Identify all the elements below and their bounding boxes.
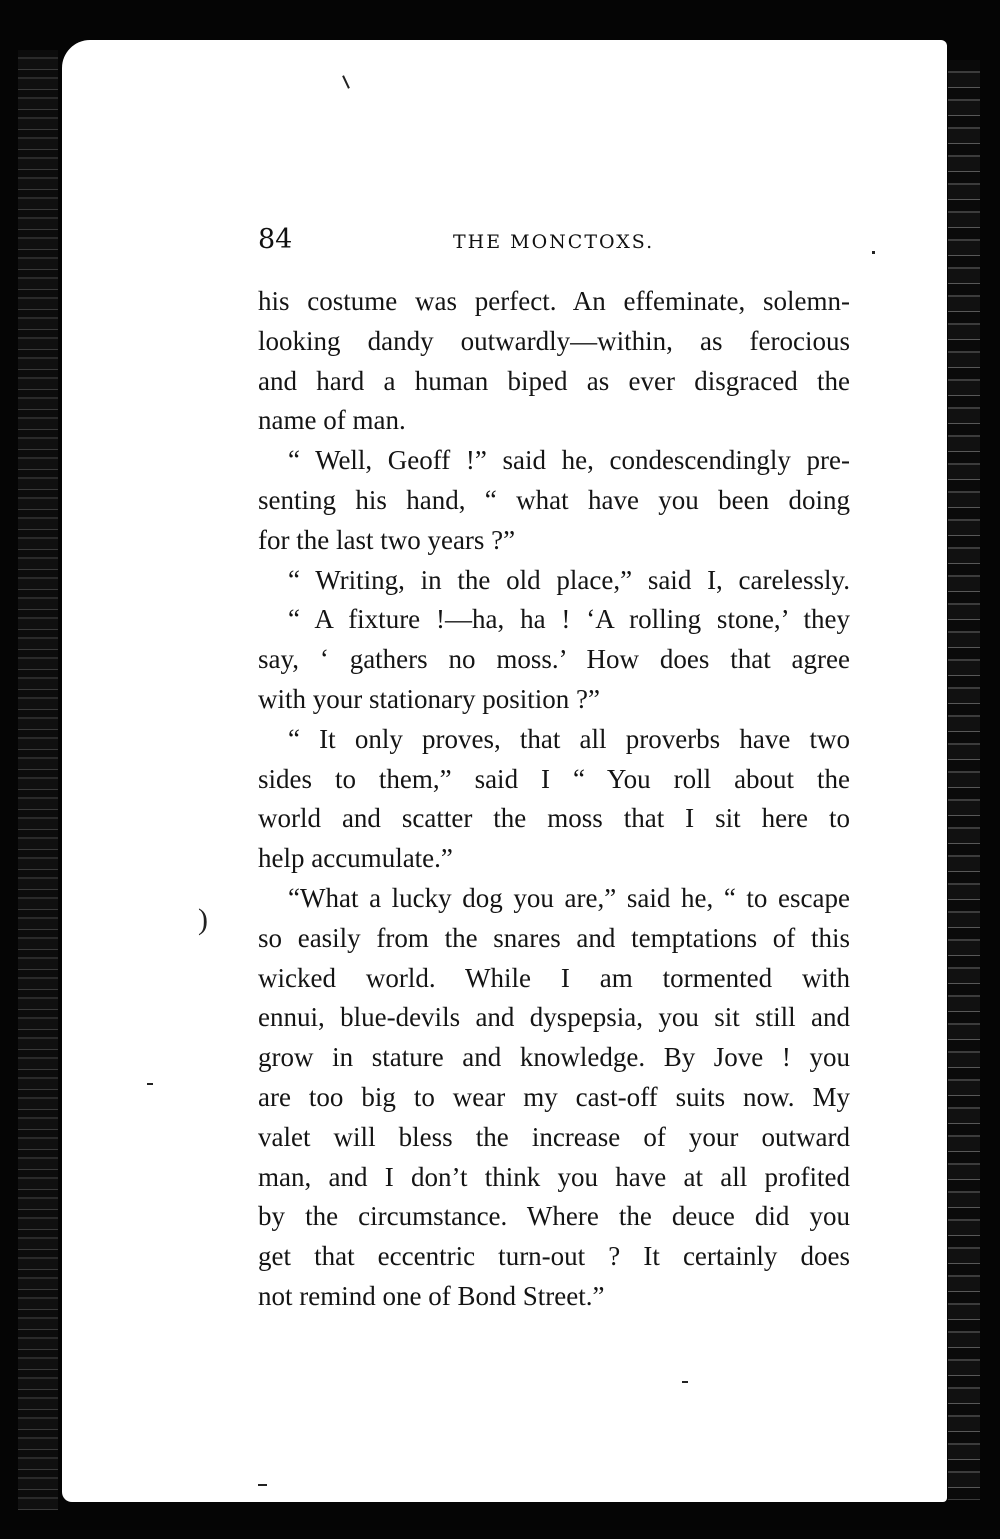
text-line: not remind one of Bond Street.” <box>258 1280 605 1311</box>
text-line: so easily from the snares and temptations of this <box>258 922 850 953</box>
text-line: “ Writing, in the old place,” said I, carelessly. <box>288 564 850 595</box>
text-line: valet will bless the increase of your outward <box>258 1121 850 1152</box>
text-line: help accumulate.” <box>258 843 453 874</box>
book-edge-left <box>18 50 58 1510</box>
margin-mark: ) <box>198 903 208 936</box>
text-line: ennui, blue-devils and dyspepsia, you sit still and <box>258 1002 850 1033</box>
running-title: THE MONCTOXS. <box>453 231 655 253</box>
body-text <box>258 282 850 1317</box>
text-line: get that eccentric turn-out ? It certainly does <box>258 1241 850 1272</box>
scan-speck <box>147 1083 153 1085</box>
text-line: sides to them,” said I “ You roll about the <box>258 763 850 794</box>
scan-speck <box>682 1381 688 1383</box>
text-line: say, ‘ gathers no moss.’ How does that agree <box>258 644 850 675</box>
text-line: and hard a human biped as ever disgraced the <box>258 365 850 396</box>
text-line: grow in stature and knowledge. By Jove ! you <box>258 1042 850 1073</box>
page-number: 84 <box>258 224 293 255</box>
text-line: “ Well, Geoff !” said he, condescendingly pre- <box>288 445 850 476</box>
text-line: for the last two years ?” <box>258 524 516 555</box>
text-line: wicked world. While I am tormented with <box>258 962 850 993</box>
text-line: senting his hand, “ what have you been doing <box>258 484 850 515</box>
text-line: man, and I don’t think you have at all profited <box>258 1161 850 1192</box>
scan-speck <box>872 251 875 254</box>
text-line: with your stationary position ?” <box>258 683 600 714</box>
text-line: “ It only proves, that all proverbs have two <box>288 723 850 754</box>
text-line: are too big to wear my cast-off suits now. My <box>258 1081 850 1112</box>
scan-speck <box>258 1484 267 1486</box>
text-line: his costume was perfect. An effeminate, solemn- <box>258 286 850 316</box>
text-line: name of man. <box>258 405 406 436</box>
book-edge-right <box>948 60 980 1500</box>
text-line: world and scatter the moss that I sit here to <box>258 803 850 834</box>
text-line: looking dandy outwardly—within, as ferocious <box>258 325 850 356</box>
text-line: by the circumstance. Where the deuce did you <box>258 1201 850 1232</box>
text-line: “ A fixture !—ha, ha ! ‘A rolling stone,’ they <box>288 604 850 635</box>
text-line: “What a lucky dog you are,” said he, “ to escape <box>288 882 850 913</box>
page-header <box>258 222 858 262</box>
